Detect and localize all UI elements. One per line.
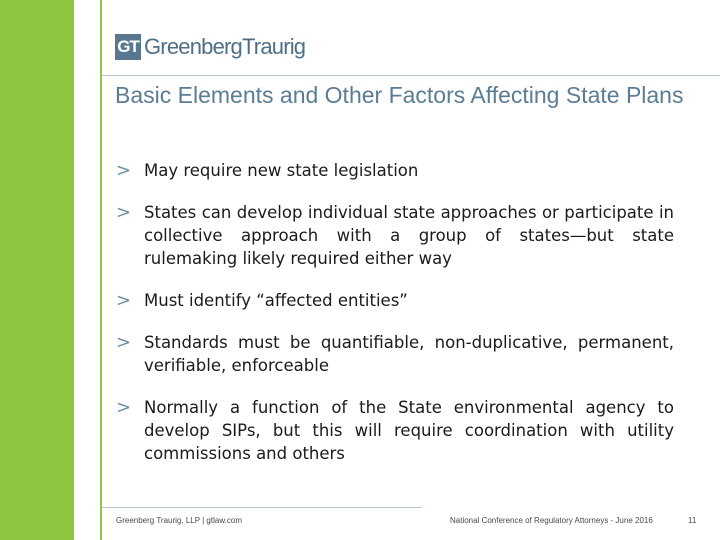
logo-wordmark: GreenbergTraurig xyxy=(144,34,306,59)
bullet-text: Standards must be quantifiable, non-duplicative, permanent, verifiable, enforceable xyxy=(144,333,674,375)
bullet-arrow-icon: > xyxy=(116,397,132,418)
vertical-divider xyxy=(100,0,102,540)
footer-event: National Conference of Regulatory Attorneys - June 2016 xyxy=(450,516,653,525)
bullet-arrow-icon: > xyxy=(116,202,132,223)
bullet-list xyxy=(116,159,674,465)
page-number: 11 xyxy=(688,516,697,525)
bullet-text: May require new state legislation xyxy=(144,161,419,180)
footer-firm: Greenberg Traurig, LLP | gtlaw.com xyxy=(116,516,242,525)
slide-title: Basic Elements and Other Factors Affecting State Plans xyxy=(115,82,684,108)
company-logo xyxy=(115,33,305,61)
logo-mark: GT xyxy=(115,34,141,60)
bullet-item xyxy=(116,201,674,270)
bullet-text: Normally a function of the State environmental agency to develop SIPs, but this will require coordination with utility commissions and others xyxy=(144,398,674,463)
bullet-item xyxy=(116,396,674,465)
bullet-item xyxy=(116,331,674,377)
bullet-item xyxy=(116,159,674,182)
bullet-item xyxy=(116,289,674,312)
bullet-text: Must identify “affected entities” xyxy=(144,291,408,310)
bullet-text: States can develop individual state approaches or participate in collective approach with a group of states—but state rulemaking likely required either way xyxy=(144,203,674,268)
title-divider xyxy=(102,75,720,76)
bullet-arrow-icon: > xyxy=(116,332,132,353)
footer-divider xyxy=(102,507,422,508)
left-accent-bar xyxy=(0,0,74,540)
bullet-arrow-icon: > xyxy=(116,160,132,181)
bullet-arrow-icon: > xyxy=(116,290,132,311)
